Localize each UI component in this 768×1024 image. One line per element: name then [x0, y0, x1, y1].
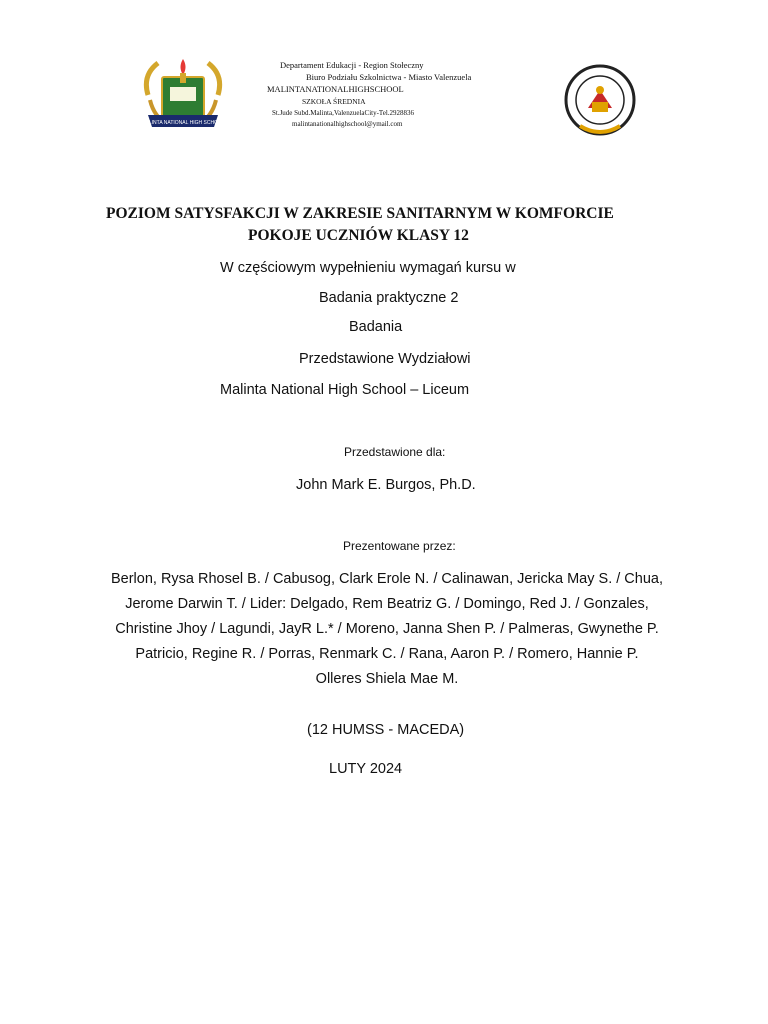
division-seal-icon: [560, 64, 640, 140]
division-logo-right: [560, 64, 640, 140]
presented-to-dept: Przedstawione Wydziałowi: [299, 351, 471, 367]
presented-by-label: Prezentowane przez:: [343, 539, 456, 553]
author-line: Jerome Darwin T. / Lider: Delgado, Rem Beatriz G. / Domingo, Red J. / Gonzales,: [125, 596, 649, 612]
header-line-2: Biuro Podziału Szkolnictwa - Miasto Valenzuela: [306, 72, 472, 82]
document-title-line-1: POZIOM SATYSFAKCJI W ZAKRESIE SANITARNYM W KOMFORCIE: [106, 205, 614, 222]
presented-for-label: Przedstawione dla:: [344, 445, 446, 459]
requirement-text: W częściowym wypełnieniu wymagań kursu w: [220, 260, 516, 276]
subject-name: Badania: [349, 319, 403, 335]
course-name: Badania praktyczne 2: [319, 290, 459, 306]
header-line-5: St.Jude Subd.Malinta,ValenzuelaCity-Tel.2928836: [272, 109, 415, 117]
school-seal-icon: [140, 55, 226, 135]
school-name: Malinta National High School – Liceum: [220, 382, 470, 398]
author-line: Berlon, Rysa Rhosel B. / Cabusog, Clark Erole N. / Calinawan, Jericka May S. / Chua,: [110, 571, 664, 587]
document-title-line-2: POKOJE UCZNIÓW KLASY 12: [248, 227, 469, 244]
author-line: Olleres Shiela Mae M.: [315, 671, 459, 687]
section-name: (12 HUMSS - MACEDA): [307, 722, 465, 738]
author-line: Patricio, Regine R. / Porras, Renmark C. / Rana, Aaron P. / Romero, Hannie P.: [135, 646, 639, 662]
header-line-6: malintanationalhighschool@ymail.com: [292, 120, 403, 128]
header-line-4: SZKOŁA ŚREDNIA: [302, 97, 366, 106]
document-date: LUTY 2024: [329, 761, 403, 777]
author-line: Christine Jhoy / Lagundi, JayR L.* / Moreno, Janna Shen P. / Palmeras, Gwynethe P.: [115, 621, 659, 637]
authors-list: [90, 567, 684, 692]
adviser-name: John Mark E. Burgos, Ph.D.: [296, 477, 476, 493]
header-line-1: Departament Edukacji - Region Stołeczny: [280, 60, 424, 70]
header-line-3: MALINTANATIONALHIGHSCHOOL: [267, 84, 404, 94]
svg-text:MALINTA NATIONAL HIGH SCHOOL: MALINTA NATIONAL HIGH SCHOOL: [141, 120, 225, 126]
school-logo-left: [140, 55, 226, 135]
